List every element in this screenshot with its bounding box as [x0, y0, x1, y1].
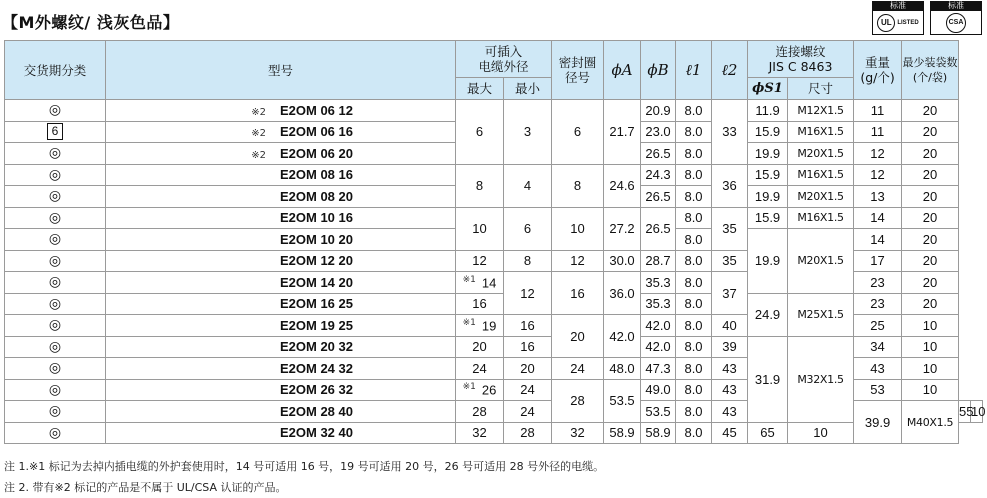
model-code: E2OM 06 20	[280, 145, 353, 161]
cable-max-value: 14	[481, 274, 497, 290]
pack-cell: 10	[971, 401, 983, 423]
table-row	[5, 422, 983, 444]
delivery-cell: ◎	[5, 207, 106, 229]
header-thread: 连接螺纹 JIS C 8463	[748, 41, 854, 78]
l2-cell: 40	[712, 315, 748, 337]
table-row	[5, 336, 983, 358]
seal-cell: 24	[552, 358, 604, 380]
thread-size-cell: M16X1.5	[788, 164, 854, 186]
cable-min-cell: 20	[504, 358, 552, 380]
l1-cell: 8.0	[676, 422, 712, 444]
phi-b-cell: 35.3	[641, 272, 676, 294]
cable-min-cell: 12	[504, 272, 552, 315]
l2-cell: 43	[712, 358, 748, 380]
header-min-pack: 最少装袋数 (个/袋)	[902, 41, 959, 100]
note-mark: ※2	[251, 106, 266, 118]
cable-max-value: 26	[481, 382, 497, 398]
cable-min-cell: 16	[504, 315, 552, 337]
table-row	[5, 100, 983, 122]
s1-cell: 19.9	[748, 186, 788, 208]
s1-cell: 19.9	[748, 143, 788, 165]
s1-cell: 19.9	[748, 229, 788, 294]
pack-cell: 20	[902, 100, 959, 122]
pack-cell: 20	[902, 186, 959, 208]
delivery-cell: ◎	[5, 229, 106, 251]
l1-cell: 8.0	[676, 164, 712, 186]
phi-b-cell: 26.5	[641, 207, 676, 250]
cable-min-cell: 24	[504, 379, 552, 401]
weight-cell: 11	[854, 100, 902, 122]
ul-cert-head: 标准	[872, 1, 924, 11]
l2-cell: 36	[712, 164, 748, 207]
l2-cell: 45	[712, 422, 748, 444]
weight-cell: 25	[854, 315, 902, 337]
phi-a-cell: 30.0	[604, 250, 641, 272]
weight-cell: 17	[854, 250, 902, 272]
l1-cell: 8.0	[676, 315, 712, 337]
thread-size-cell: M40X1.5	[902, 401, 959, 444]
note-mark: ※1	[462, 382, 476, 393]
l1-cell: 8.0	[676, 358, 712, 380]
l1-cell: 8.0	[676, 379, 712, 401]
phi-a-cell: 42.0	[604, 315, 641, 358]
weight-cell: 11	[854, 121, 902, 143]
thread-size-cell: M20X1.5	[788, 186, 854, 208]
cable-min-cell: 6	[504, 207, 552, 250]
pack-cell: 20	[902, 293, 959, 315]
weight-cell: 43	[854, 358, 902, 380]
phi-b-cell: 20.9	[641, 100, 676, 122]
thread-size-cell: M25X1.5	[788, 293, 854, 336]
phi-b-cell: 58.9	[641, 422, 676, 444]
thread-size-cell: M32X1.5	[788, 336, 854, 422]
header-cable-max: 最大	[456, 77, 504, 99]
cable-max-value: 19	[481, 317, 497, 333]
header-model: 型号	[106, 41, 456, 100]
thread-size-cell: M16X1.5	[788, 121, 854, 143]
s1-cell: 24.9	[748, 293, 788, 336]
model-code: E2OM 08 16	[280, 167, 353, 183]
weight-cell: 65	[748, 422, 788, 444]
l1-cell: 8.0	[676, 401, 712, 423]
cable-min-cell: 16	[504, 336, 552, 358]
model-code: E2OM 06 12	[280, 102, 353, 118]
l1-cell: 8.0	[676, 186, 712, 208]
thread-size-cell: M20X1.5	[788, 143, 854, 165]
phi-a-cell: 53.5	[604, 379, 641, 422]
thread-size-cell: M20X1.5	[788, 229, 854, 294]
header-delivery: 交货期分类	[5, 41, 106, 100]
phi-b-cell: 26.5	[641, 186, 676, 208]
header-cable-od: 可插入 电缆外径	[456, 41, 552, 78]
cable-max-cell	[456, 379, 504, 401]
note-mark: ※1	[462, 274, 476, 285]
model-code: E2OM 06 16	[280, 124, 353, 140]
s1-cell: 15.9	[748, 121, 788, 143]
weight-cell: 55	[959, 401, 971, 423]
cable-min-cell: 8	[504, 250, 552, 272]
cable-max-cell: 24	[456, 358, 504, 380]
weight-cell: 23	[854, 272, 902, 294]
delivery-cell: ◎	[5, 422, 106, 444]
thread-size-cell: M12X1.5	[788, 100, 854, 122]
model-code: E2OM 10 16	[280, 210, 353, 226]
model-code: E2OM 14 20	[280, 274, 353, 290]
pack-cell: 20	[902, 143, 959, 165]
pack-cell: 20	[902, 250, 959, 272]
s1-cell: 15.9	[748, 207, 788, 229]
delivery-cell: ◎	[5, 315, 106, 337]
page-title: 【M外螺纹/ 浅灰色品】	[2, 13, 180, 32]
delivery-cell: ◎	[5, 143, 106, 165]
delivery-cell: ◎	[5, 164, 106, 186]
phi-b-cell: 42.0	[641, 336, 676, 358]
delivery-cell: ◎	[5, 272, 106, 294]
delivery-days-badge: 6	[47, 123, 63, 140]
phi-b-cell: 49.0	[641, 379, 676, 401]
weight-cell: 34	[854, 336, 902, 358]
ul-logo-icon: UL	[877, 14, 895, 32]
s1-cell: 11.9	[748, 100, 788, 122]
pack-cell: 20	[902, 121, 959, 143]
header-seal: 密封圈 径号	[552, 41, 604, 100]
note-mark: ※2	[251, 128, 266, 140]
model-code: E2OM 12 20	[280, 253, 353, 269]
phi-b-cell: 26.5	[641, 143, 676, 165]
l1-cell: 8.0	[676, 293, 712, 315]
cable-max-cell: 28	[456, 401, 504, 423]
cable-max-cell: 16	[456, 293, 504, 315]
certification-marks	[872, 1, 982, 35]
header-l2: ℓ2	[712, 41, 748, 100]
seal-cell: 32	[552, 422, 604, 444]
l2-cell: 35	[712, 207, 748, 250]
pack-cell: 20	[902, 207, 959, 229]
cable-max-cell: 6	[456, 100, 504, 165]
l2-cell: 43	[712, 401, 748, 423]
model-code: E2OM 10 20	[280, 231, 353, 247]
weight-cell: 53	[854, 379, 902, 401]
cable-min-cell: 28	[504, 422, 552, 444]
pack-cell: 20	[902, 272, 959, 294]
delivery-cell	[5, 121, 106, 143]
l1-cell: 8.0	[676, 336, 712, 358]
cable-max-cell	[456, 272, 504, 294]
phi-b-cell: 35.3	[641, 293, 676, 315]
model-code: E2OM 16 25	[280, 296, 353, 312]
phi-a-cell: 24.6	[604, 164, 641, 207]
weight-cell: 14	[854, 229, 902, 251]
seal-cell: 12	[552, 250, 604, 272]
phi-b-cell: 42.0	[641, 315, 676, 337]
table-row	[5, 207, 983, 229]
l1-cell: 8.0	[676, 100, 712, 122]
delivery-cell: ◎	[5, 379, 106, 401]
s1-cell: 39.9	[854, 401, 902, 444]
seal-cell: 8	[552, 164, 604, 207]
model-code: E2OM 20 32	[280, 339, 353, 355]
ul-cert	[872, 1, 924, 35]
header-phi-s1: ϕS1	[748, 77, 788, 99]
weight-cell: 13	[854, 186, 902, 208]
seal-cell: 16	[552, 272, 604, 315]
l2-cell: 43	[712, 379, 748, 401]
phi-a-cell: 21.7	[604, 100, 641, 165]
seal-cell: 28	[552, 379, 604, 422]
pack-cell: 10	[902, 379, 959, 401]
model-code: E2OM 24 32	[280, 360, 353, 376]
phi-b-cell: 28.7	[641, 250, 676, 272]
s1-cell: 31.9	[748, 336, 788, 422]
cable-min-cell: 3	[504, 100, 552, 165]
phi-b-cell: 24.3	[641, 164, 676, 186]
header-weight: 重量 (g/个)	[854, 41, 902, 100]
cable-max-cell	[456, 315, 504, 337]
footnote-2: 注 2. 带有※2 标记的产品是不属于 UL/CSA 认证的产品。	[4, 481, 287, 494]
cable-max-cell: 10	[456, 207, 504, 250]
header-size: 尺寸	[788, 77, 854, 99]
delivery-cell: ◎	[5, 100, 106, 122]
pack-cell: 10	[902, 336, 959, 358]
delivery-cell: ◎	[5, 293, 106, 315]
phi-b-cell: 53.5	[641, 401, 676, 423]
footnotes	[4, 456, 604, 498]
pack-cell: 20	[902, 164, 959, 186]
phi-b-cell: 23.0	[641, 121, 676, 143]
csa-cert-head: 标准	[930, 1, 982, 11]
l2-cell: 35	[712, 250, 748, 272]
l2-cell: 33	[712, 100, 748, 165]
seal-cell: 20	[552, 315, 604, 358]
note-mark: ※2	[251, 149, 266, 161]
cable-max-cell: 8	[456, 164, 504, 207]
cable-min-cell: 24	[504, 401, 552, 423]
thread-size-cell: M16X1.5	[788, 207, 854, 229]
model-code: E2OM 26 32	[280, 382, 353, 398]
model-code: E2OM 19 25	[280, 317, 353, 333]
delivery-cell: ◎	[5, 358, 106, 380]
seal-cell: 10	[552, 207, 604, 250]
delivery-cell: ◎	[5, 186, 106, 208]
phi-a-cell: 48.0	[604, 358, 641, 380]
delivery-cell: ◎	[5, 336, 106, 358]
pack-cell: 10	[788, 422, 854, 444]
pack-cell: 10	[902, 315, 959, 337]
phi-a-cell: 58.9	[604, 422, 641, 444]
model-code: E2OM 32 40	[280, 425, 353, 441]
l2-cell: 37	[712, 272, 748, 315]
cable-max-cell: 32	[456, 422, 504, 444]
header-cable-min: 最小	[504, 77, 552, 99]
header-phi-a: ϕA	[604, 41, 641, 100]
seal-cell: 6	[552, 100, 604, 165]
cable-max-cell: 20	[456, 336, 504, 358]
note-mark: ※1	[462, 317, 476, 328]
ul-listed-label: LISTED	[897, 19, 919, 26]
table-row	[5, 293, 983, 315]
weight-cell: 12	[854, 143, 902, 165]
l1-cell: 8.0	[676, 229, 712, 251]
l1-cell: 8.0	[676, 143, 712, 165]
weight-cell: 23	[854, 293, 902, 315]
l2-cell: 39	[712, 336, 748, 358]
delivery-cell: ◎	[5, 401, 106, 423]
spec-table	[4, 40, 986, 444]
model-code: E2OM 28 40	[280, 403, 353, 419]
csa-cert	[930, 1, 982, 35]
l1-cell: 8.0	[676, 272, 712, 294]
table-row	[5, 164, 983, 186]
l1-cell: 8.0	[676, 207, 712, 229]
phi-a-cell: 27.2	[604, 207, 641, 250]
delivery-cell: ◎	[5, 250, 106, 272]
model-code: E2OM 08 20	[280, 188, 353, 204]
csa-logo-icon: CSA	[946, 13, 966, 33]
footnote-1: 注 1.※1 标记为去掉内插电缆的外护套使用时，14 号可适用 16 号，19 号可适用 20 号，26 号可适用 28 号外径的电缆。	[4, 460, 605, 473]
header-l1: ℓ1	[676, 41, 712, 100]
pack-cell: 10	[902, 358, 959, 380]
phi-b-cell: 47.3	[641, 358, 676, 380]
pack-cell: 20	[902, 229, 959, 251]
cable-max-cell: 12	[456, 250, 504, 272]
l1-cell: 8.0	[676, 121, 712, 143]
weight-cell: 14	[854, 207, 902, 229]
cable-min-cell: 4	[504, 164, 552, 207]
phi-a-cell: 36.0	[604, 272, 641, 315]
weight-cell: 12	[854, 164, 902, 186]
header-phi-b: ϕB	[641, 41, 676, 100]
s1-cell: 15.9	[748, 164, 788, 186]
l1-cell: 8.0	[676, 250, 712, 272]
